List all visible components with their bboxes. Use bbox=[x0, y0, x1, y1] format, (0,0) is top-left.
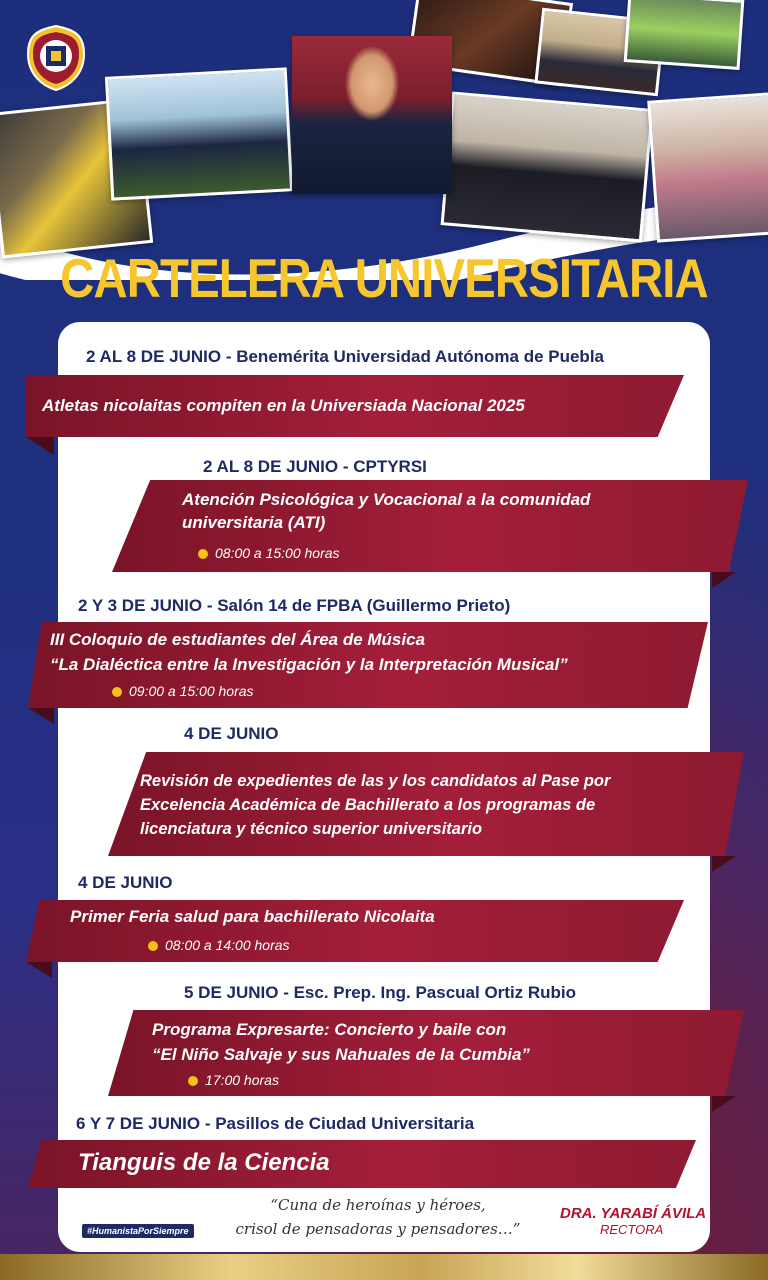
event-date: 6 Y 7 DE JUNIO - Pasillos de Ciudad Universitaria bbox=[76, 1114, 475, 1133]
bullet-icon bbox=[198, 549, 208, 559]
event-ribbon bbox=[26, 375, 684, 437]
bullet-icon bbox=[188, 1076, 198, 1086]
event-date: 5 DE JUNIO - Esc. Prep. Ing. Pascual Ortiz Rubio bbox=[184, 983, 577, 1002]
hashtag-badge: #HumanistaPorSiempre bbox=[82, 1224, 194, 1238]
university-crest-icon bbox=[24, 24, 88, 92]
event-hours bbox=[188, 1072, 279, 1088]
event-date: 2 AL 8 DE JUNIO - CPTYRSI bbox=[203, 457, 427, 476]
photo-athletes bbox=[105, 67, 293, 200]
photo-officials bbox=[441, 91, 654, 242]
motto-line: “Cuna de heroínas y héroes, bbox=[270, 1196, 486, 1214]
event-hours bbox=[148, 937, 290, 953]
ribbon-fold bbox=[712, 572, 736, 588]
ribbon-fold bbox=[712, 856, 736, 872]
event-ribbon bbox=[28, 622, 708, 708]
event-title-line: Atención Psicológica y Vocacional a la comunidad bbox=[182, 490, 591, 509]
event-ribbon bbox=[112, 480, 748, 572]
event-title-line: Revisión de expedientes de las y los candidatos al Pase por bbox=[140, 772, 611, 790]
event-title-line: “El Niño Salvaje y sus Nahuales de la Cumbia” bbox=[152, 1045, 530, 1064]
event-date: 2 AL 8 DE JUNIO - Benemérita Universidad Autónoma de Puebla bbox=[86, 347, 604, 366]
event-title-line: universitaria (ATI) bbox=[182, 513, 326, 532]
event-date: 4 DE JUNIO bbox=[78, 873, 173, 892]
event-ribbon bbox=[108, 752, 744, 856]
photo-rector bbox=[292, 36, 452, 194]
event-hours bbox=[112, 683, 254, 699]
event-hours-text: 08:00 a 14:00 horas bbox=[165, 937, 290, 953]
event-title: Atletas nicolaitas compiten en la Universiada Nacional 2025 bbox=[42, 396, 525, 415]
event-ribbon bbox=[108, 1010, 744, 1096]
photo-students bbox=[647, 91, 768, 242]
photo-uniformed-group bbox=[624, 0, 745, 70]
event-title-line: III Coloquio de estudiantes del Área de Música bbox=[50, 630, 426, 649]
event-hours-text: 09:00 a 15:00 horas bbox=[129, 683, 254, 699]
event-title-line: licenciatura y técnico superior universitario bbox=[140, 820, 483, 838]
event-hours bbox=[198, 545, 340, 561]
event-hours-text: 08:00 a 15:00 horas bbox=[215, 545, 340, 561]
ribbon-fold bbox=[26, 437, 54, 455]
event-title-line: Excelencia Académica de Bachillerato a los programas de bbox=[140, 796, 596, 814]
event-title: Tianguis de la Ciencia bbox=[78, 1149, 330, 1176]
bullet-icon bbox=[112, 687, 122, 697]
event-date: 2 Y 3 DE JUNIO - Salón 14 de FPBA (Guillermo Prieto) bbox=[78, 596, 511, 615]
event-title-line: Programa Expresarte: Concierto y baile con bbox=[152, 1020, 507, 1039]
bullet-icon bbox=[148, 941, 158, 951]
motto-line: crisol de pensadoras y pensadores…” bbox=[235, 1220, 521, 1238]
event-title: Primer Feria salud para bachillerato Nicolaita bbox=[70, 907, 435, 926]
ribbon-fold bbox=[28, 708, 54, 724]
signature-role: RECTORA bbox=[600, 1222, 664, 1237]
ribbon-fold bbox=[26, 962, 52, 978]
event-ribbon bbox=[26, 900, 684, 962]
ribbon-fold bbox=[712, 1096, 736, 1112]
event-ribbon bbox=[28, 1140, 696, 1188]
event-date: 4 DE JUNIO bbox=[184, 724, 279, 743]
event-title-line: “La Dialéctica entre la Investigación y la Interpretación Musical” bbox=[50, 655, 568, 674]
gold-footer-bar bbox=[0, 1254, 768, 1280]
signature-name: DRA. YARABÍ ÁVILA bbox=[560, 1205, 707, 1222]
event-hours-text: 17:00 horas bbox=[205, 1072, 279, 1088]
motto-quote bbox=[228, 1193, 528, 1241]
page-title: CARTELERA UNIVERSITARIA bbox=[60, 247, 708, 309]
